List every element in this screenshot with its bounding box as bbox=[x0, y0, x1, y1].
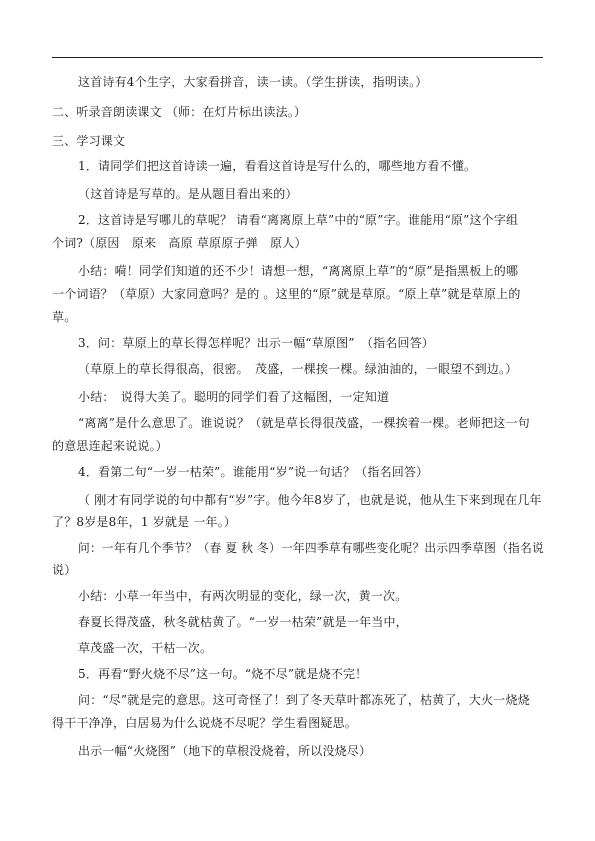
text-line: 出示一幅“火烧图”（地下的草根没烧着，所以没烧尽） bbox=[78, 744, 372, 758]
text-line: 这首诗有4个生字，大家看拼音，读一读。（学生拼读，指明读。） bbox=[78, 75, 428, 89]
text-line: 1．请同学们把这首诗读一遍，看看这首诗是写什么的，哪些地方看不懂。 bbox=[78, 159, 477, 173]
text-line: 3．问：草原上的草长得怎样呢？出示一幅“草原图” （指名回答） bbox=[78, 336, 435, 350]
section-heading: 三、学习课文 bbox=[52, 134, 126, 148]
text-line: 草茂盛一次，干枯一次。 bbox=[78, 641, 213, 655]
text-line: 个词?（原因 原来 高原 草原原子弹 原人） bbox=[52, 236, 307, 250]
text-line: 的意思连起来说说。） bbox=[52, 439, 169, 453]
text-line: 2．这首诗是写哪儿的草呢？ 请看“离离原上草”中的“原”字。谁能用“原”这个字组 bbox=[78, 213, 519, 227]
text-line: “离离”是什么意思了。谁说说？（就是草长得很茂盛，一棵挨着一棵。老师把这一句 bbox=[78, 416, 530, 430]
text-line: 小结：小草一年当中，有两次明显的变化，绿一次，黄一次。 bbox=[78, 589, 408, 603]
text-line: 问：“尽”就是完的意思。这可奇怪了！到了冬天草叶都冻死了，枯黄了，大火一烧烧 bbox=[78, 693, 530, 707]
text-line: 4．看第二句“一岁一枯荣”。谁能用“岁”说一句话？（指名回答） bbox=[78, 465, 429, 479]
text-line: 春夏长得茂盛，秋冬就枯黄了。“一岁一枯荣”就是一年当中， bbox=[78, 615, 408, 629]
text-line: （这首诗是写草的。是从题目看出来的） bbox=[78, 187, 298, 201]
text-line: 得干干净净，白居易为什么说烧不尽呢？学生看图疑思。 bbox=[52, 716, 358, 730]
text-line: （草原上的草长得很高，很密。 茂盛，一棵挨一棵。绿油油的，一眼望不到边。） bbox=[78, 362, 518, 376]
section-heading: 二、听录音朗读课文 （师：在灯片标出读法。） bbox=[52, 105, 307, 119]
text-line: 问：一年有几个季节？（春 夏 秋 冬）一年四季草有哪些变化呢？出示四季草图（指名说 bbox=[78, 541, 544, 555]
text-line: 5．再看“野火烧不尽”这一句。“烧不尽”就是烧不完！ bbox=[78, 667, 368, 681]
text-line: 一个词语？（草原）大家同意吗？是的 。这里的“原”就是草原。“原上草”就是草原上的 bbox=[52, 287, 521, 301]
text-line: 说） bbox=[52, 563, 77, 577]
text-line: 小结：嗬！同学们知道的还不少！请想一想，“离离原上草”的“原”是指黑板上的哪 bbox=[78, 264, 519, 278]
text-line: 了？8岁是8年，1 岁就是 一年。） bbox=[52, 515, 237, 529]
text-line: （ 刚才有同学说的句中都有“岁”字。他今年8岁了，也就是说，他从生下来到现在几年 bbox=[78, 493, 542, 507]
text-line: 小结： 说得大美了。聪明的同学们看了这幅图，一定知道 bbox=[78, 390, 390, 404]
text-line: 草。 bbox=[52, 310, 77, 324]
header-rule bbox=[52, 57, 543, 58]
